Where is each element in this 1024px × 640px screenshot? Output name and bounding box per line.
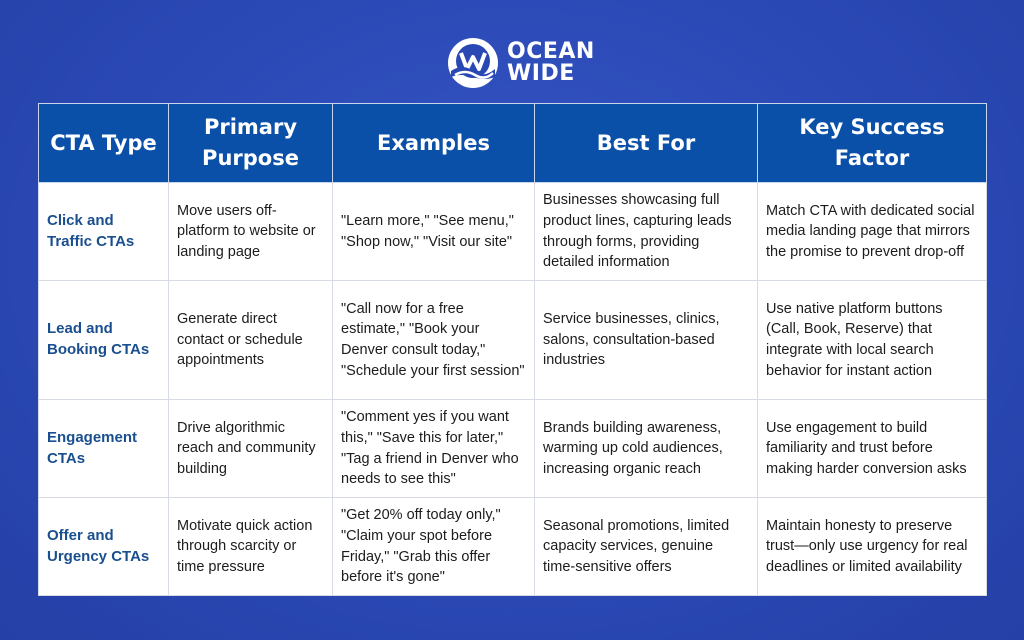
examples-cell: "Comment yes if you want this," "Save this for later," "Tag a friend in Denver who needs to see this"	[333, 400, 535, 498]
purpose-cell: Drive algorithmic reach and community building	[169, 400, 333, 498]
cta-type-cell: Lead and Booking CTAs	[39, 281, 169, 400]
examples-cell: "Get 20% off today only," "Claim your spot before Friday," "Grab this offer before it's gone"	[333, 498, 535, 596]
header-key-success-factor: Key Success Factor	[758, 104, 987, 183]
logo	[447, 37, 595, 89]
header-examples: Examples	[333, 104, 535, 183]
table-row	[39, 183, 987, 281]
success-factor-cell: Use engagement to build familiarity and trust before making harder conversion asks	[758, 400, 987, 498]
brand-name-line2: WIDE	[507, 61, 575, 86]
cta-type-cell: Offer and Urgency CTAs	[39, 498, 169, 596]
purpose-cell: Move users off-platform to website or landing page	[169, 183, 333, 281]
cta-type-cell: Engagement CTAs	[39, 400, 169, 498]
best-for-cell: Brands building awareness, warming up cold audiences, increasing organic reach	[535, 400, 758, 498]
table-header-row	[39, 104, 987, 183]
table-row	[39, 498, 987, 596]
header-primary-purpose: Primary Purpose	[169, 104, 333, 183]
cta-type-cell: Click and Traffic CTAs	[39, 183, 169, 281]
purpose-cell: Generate direct contact or schedule appointments	[169, 281, 333, 400]
best-for-cell: Businesses showcasing full product lines, capturing leads through forms, providing detailed information	[535, 183, 758, 281]
cta-table	[38, 103, 987, 596]
header-best-for: Best For	[535, 104, 758, 183]
best-for-cell: Seasonal promotions, limited capacity services, genuine time-sensitive offers	[535, 498, 758, 596]
table-row	[39, 400, 987, 498]
brand-name-line1: OCEAN	[507, 39, 595, 64]
examples-cell: "Learn more," "See menu," "Shop now," "Visit our site"	[333, 183, 535, 281]
brand-name	[507, 41, 595, 85]
success-factor-cell: Match CTA with dedicated social media landing page that mirrors the promise to prevent drop-off	[758, 183, 987, 281]
header-cta-type: CTA Type	[39, 104, 169, 183]
examples-cell: "Call now for a free estimate," "Book your Denver consult today," "Schedule your first session"	[333, 281, 535, 400]
success-factor-cell: Use native platform buttons (Call, Book, Reserve) that integrate with local search behavior for instant action	[758, 281, 987, 400]
table-row	[39, 281, 987, 400]
best-for-cell: Service businesses, clinics, salons, consultation-based industries	[535, 281, 758, 400]
purpose-cell: Motivate quick action through scarcity or time pressure	[169, 498, 333, 596]
ocean-wave-logo-icon	[447, 37, 499, 89]
success-factor-cell: Maintain honesty to preserve trust—only use urgency for real deadlines or limited availability	[758, 498, 987, 596]
